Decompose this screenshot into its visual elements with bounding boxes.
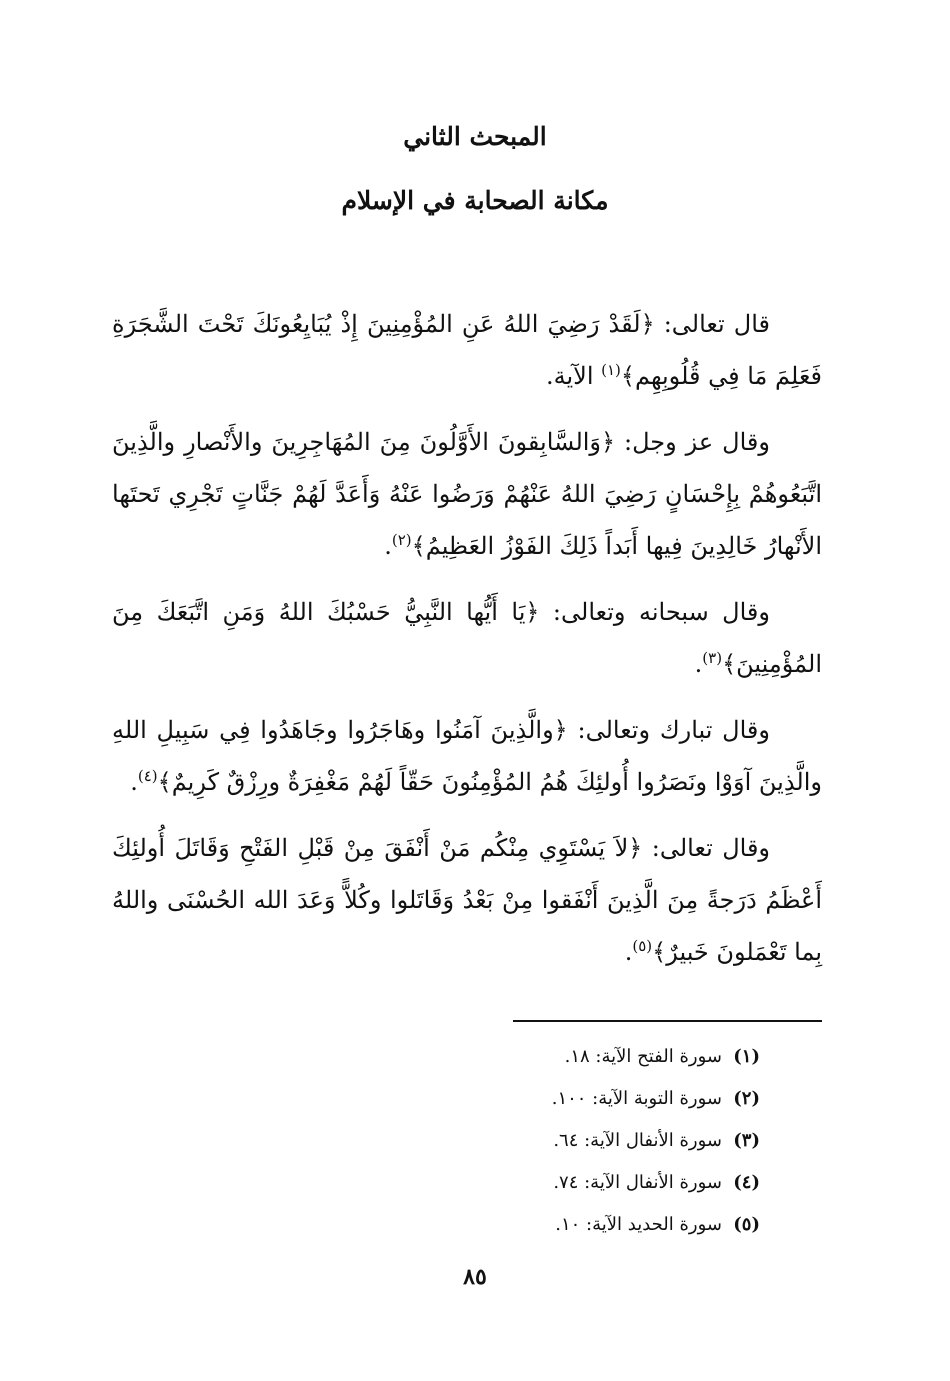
paragraph bbox=[112, 298, 822, 402]
footnote-item bbox=[440, 1120, 760, 1162]
paragraph-tail: الآية. bbox=[545, 362, 602, 390]
footnote-number: (٤) bbox=[733, 1172, 760, 1193]
paragraph-text: وقال عز وجل: ﴿وَالسَّابِقونَ الأَوَّلُونَ مِنَ المُهَاجِرِينَ والأَنْصارِ والَّذِينَ اتَّبَعُوهُمْ بِإِحْسَانٍ رَضِيَ اللهُ عَنْهُمْ وَرَضُوا عَنْهُ وَأَعَدَّ لَهُمْ جَنَّاتٍ تَجْرِي تَحتَها الأَنْهارُ خَالِدِينَ فِيها أَبَداً ذَلِكَ الفَوْزُ العَظِيمُ﴾ bbox=[112, 428, 823, 560]
footnote-marker: (٣) bbox=[702, 649, 723, 667]
paragraph-text: وقال تعالى: ﴿لاَ يَسْتَوِي مِنْكُم مَنْ أَنْفَقَ مِنْ قَبْلِ الفَتْحِ وَقَاتَلَ أُولئِكَ أَعْظَمُ دَرَجةً مِنَ الَّذِينَ أَنْفَقوا مِنْ بَعْدُ وَقَاتَلوا وكُلاًّ وَعَدَ الله الحُسْنَى واللهُ بِما تَعْمَلونَ خَبيرٌ﴾ bbox=[112, 834, 822, 966]
footnote-text: سورة الأنفال الآية: ٦٤. bbox=[553, 1130, 722, 1151]
footnote-divider bbox=[513, 1020, 822, 1022]
chapter-heading: المبحث الثاني bbox=[403, 122, 547, 151]
paragraph-text: وقال سبحانه وتعالى: ﴿يَا أَيُّها النَّبِيُّ حَسْبُكَ اللهُ وَمَنِ اتَّبَعَكَ مِنَ المُؤْمِنِينَ﴾ bbox=[112, 598, 822, 678]
footnote-marker: (٢) bbox=[391, 531, 412, 549]
paragraph-tail: . bbox=[694, 650, 703, 678]
footnote-text: سورة الفتح الآية: ١٨. bbox=[564, 1046, 722, 1067]
footnote-number: (٣) bbox=[733, 1130, 760, 1151]
section-heading: مكانة الصحابة في الإسلام bbox=[341, 186, 609, 215]
paragraph-text: قال تعالى: ﴿لَقَدْ رَضِيَ اللهُ عَنِ المُؤْمِنِينَ إِذْ يُبَايِعُونَكَ تَحْتَ الشَّجَرَةِ فَعَلِمَ مَا فِي قُلُوبِهِم﴾ bbox=[112, 310, 822, 390]
paragraph bbox=[112, 704, 822, 808]
footnote-marker: (٤) bbox=[137, 767, 158, 785]
paragraph-tail: . bbox=[384, 532, 392, 560]
footnote-number: (٢) bbox=[733, 1088, 760, 1109]
footnote-number: (١) bbox=[733, 1046, 760, 1067]
footnote-item bbox=[440, 1036, 760, 1078]
footnote-text: سورة الحديد الآية: ١٠. bbox=[555, 1214, 722, 1235]
paragraph-tail: . bbox=[130, 768, 138, 796]
paragraph bbox=[112, 586, 822, 690]
footnote-marker: (١) bbox=[601, 361, 621, 379]
footnote-text: سورة التوبة الآية: ١٠٠. bbox=[551, 1088, 722, 1109]
page-number: ٨٥ bbox=[463, 1264, 487, 1290]
footnote-item bbox=[440, 1162, 760, 1204]
footnote-marker: (٥) bbox=[632, 937, 653, 955]
paragraph-tail: . bbox=[624, 938, 633, 966]
main-text bbox=[112, 298, 822, 992]
footnotes-list bbox=[440, 1036, 760, 1246]
paragraph bbox=[112, 822, 822, 978]
paragraph bbox=[112, 416, 822, 572]
paragraph-text: وقال تبارك وتعالى: ﴿والَّذِينَ آمَنُوا وهَاجَرُوا وجَاهَدُوا فِي سَبِيلِ اللهِ والَّذِينَ آوَوْا ونَصَرُوا أُولئِكَ هُمُ المُؤْمِنُونَ حَقّاً لَهُمْ مَغْفِرَةٌ ورِزْقٌ كَرِيمٌ﴾ bbox=[112, 716, 822, 796]
footnote-text: سورة الأنفال الآية: ٧٤. bbox=[553, 1172, 722, 1193]
footnote-item bbox=[440, 1078, 760, 1120]
footnote-number: (٥) bbox=[733, 1214, 760, 1235]
footnote-item bbox=[440, 1204, 760, 1246]
